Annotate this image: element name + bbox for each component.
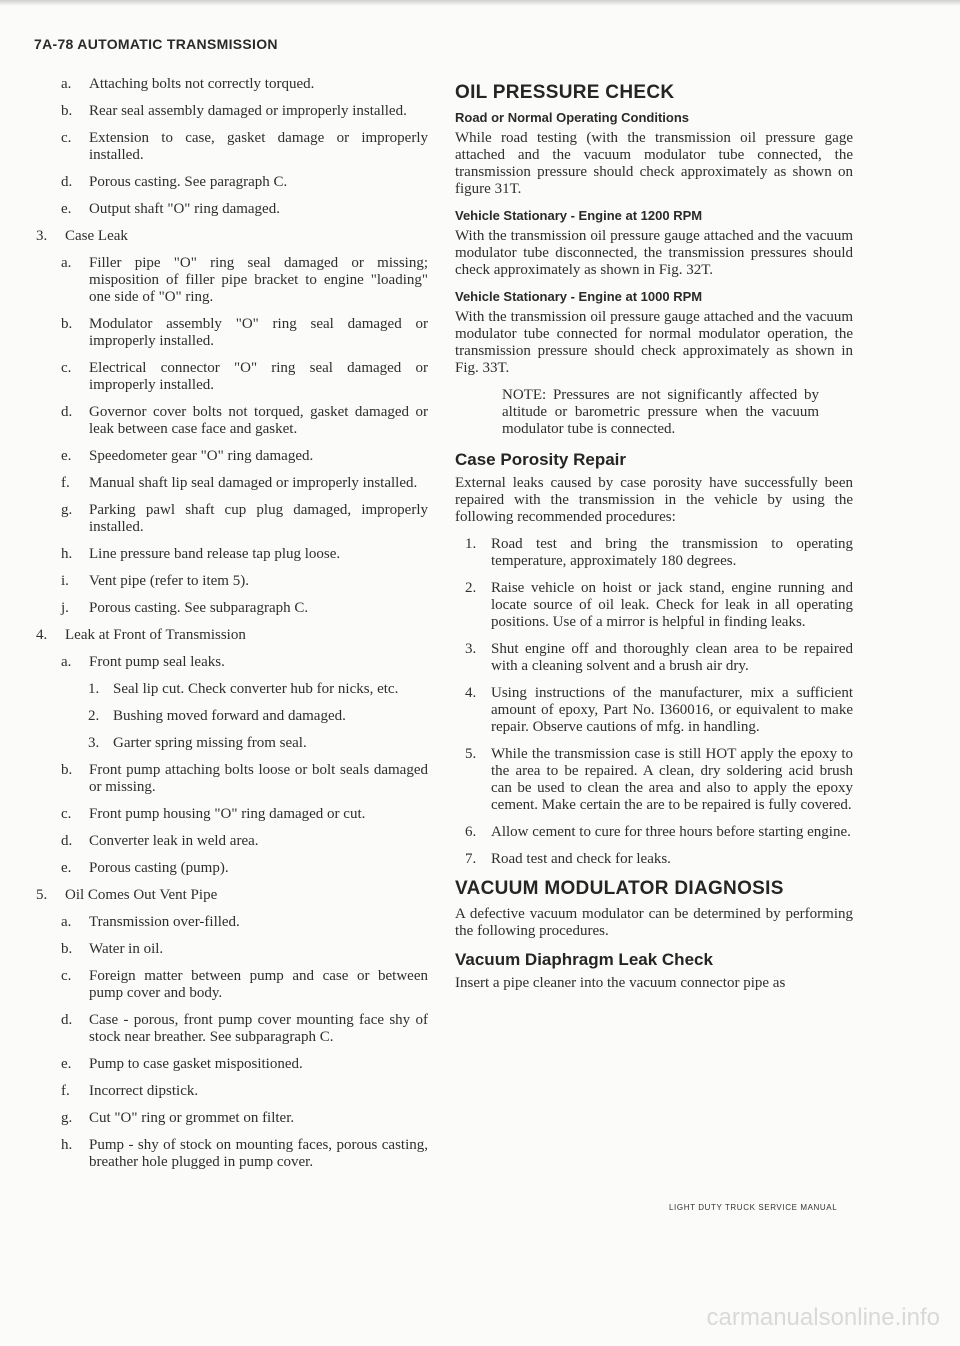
item-marker: c. bbox=[61, 130, 72, 146]
item-marker: e. bbox=[61, 860, 72, 876]
item-text: Electrical connector "O" ring seal damaged or improperly installed. bbox=[89, 360, 428, 393]
porosity-steps bbox=[455, 536, 853, 868]
list-item bbox=[36, 546, 428, 563]
item-marker: i. bbox=[61, 573, 69, 589]
step-text: Shut engine off and thoroughly clean area to be repaired with a cleaning solvent and a brush air dry. bbox=[491, 641, 853, 674]
stationary-1000-heading: Vehicle Stationary - Engine at 1000 RPM bbox=[455, 289, 703, 304]
step-text: Allow cement to cure for three hours before starting engine. bbox=[491, 824, 851, 840]
item-text: Modulator assembly "O" ring seal damaged or improperly installed. bbox=[89, 316, 428, 349]
stationary-1200-heading: Vehicle Stationary - Engine at 1200 RPM bbox=[455, 208, 703, 223]
item-marker: c. bbox=[61, 968, 72, 984]
list-item bbox=[36, 360, 428, 394]
item-marker: b. bbox=[61, 103, 73, 119]
item-text: Rear seal assembly damaged or improperly installed. bbox=[89, 103, 407, 119]
vacuum-diaphragm-leak-heading: Vacuum Diaphragm Leak Check bbox=[455, 950, 713, 969]
list-item bbox=[36, 600, 428, 617]
item-text: Line pressure band release tap plug loose. bbox=[89, 546, 341, 562]
item-marker: f. bbox=[61, 475, 70, 491]
list-heading-item bbox=[36, 228, 428, 245]
list-heading-item bbox=[36, 627, 428, 644]
item-marker: h. bbox=[61, 1137, 73, 1153]
list-item bbox=[36, 941, 428, 958]
item-text: Front pump attaching bolts loose or bolt seals damaged or missing. bbox=[89, 762, 428, 795]
pressure-note: NOTE: Pressures are not significantly affected by altitude or barometric pressure when the vacuum modulator tube is connected. bbox=[502, 387, 819, 437]
right-column bbox=[455, 76, 853, 1002]
page-header: 7A-78 AUTOMATIC TRANSMISSION bbox=[34, 36, 278, 52]
item-text: Front pump housing "O" ring damaged or cut. bbox=[89, 806, 366, 822]
list-item bbox=[36, 573, 428, 590]
item-text: Governor cover bolts not torqued, gasket damaged or leak between case face and gasket. bbox=[89, 404, 428, 437]
step-marker: 4. bbox=[465, 685, 477, 701]
item-text: Water in oil. bbox=[89, 941, 164, 957]
item-text: Parking pawl shaft cup plug damaged, improperly installed. bbox=[89, 502, 428, 535]
step-text: While the transmission case is still HOT apply the epoxy to the area to be repaired. A clean, dry soldering acid brush can be used to clean the area and also to apply the epoxy cement. Make certain the are to be repaired is fully covered. bbox=[491, 746, 853, 813]
step-item bbox=[455, 536, 853, 570]
list-heading-item bbox=[36, 887, 428, 904]
list-item bbox=[36, 1083, 428, 1100]
list-item bbox=[36, 502, 428, 536]
item-marker: 2. bbox=[88, 708, 100, 724]
left-column bbox=[36, 76, 428, 1181]
step-marker: 1. bbox=[465, 536, 477, 552]
list-item bbox=[36, 1056, 428, 1073]
item-text: Transmission over-filled. bbox=[89, 914, 240, 930]
step-text: Road test and check for leaks. bbox=[491, 851, 671, 867]
item-text: Output shaft "O" ring damaged. bbox=[89, 201, 280, 217]
list-item bbox=[36, 76, 428, 93]
step-item bbox=[455, 641, 853, 675]
item-text: Vent pipe (refer to item 5). bbox=[89, 573, 249, 589]
list-item bbox=[36, 914, 428, 931]
item-text: Pump to case gasket mispositioned. bbox=[89, 1056, 303, 1072]
item-text: Extension to case, gasket damage or improperly installed. bbox=[89, 130, 428, 163]
list-item bbox=[36, 806, 428, 823]
step-item bbox=[455, 824, 853, 841]
list-item bbox=[36, 654, 428, 671]
step-item bbox=[455, 851, 853, 868]
item-marker: a. bbox=[61, 654, 72, 670]
stationary-1000-text: With the transmission oil pressure gauge attached and the vacuum modulator tube connected for normal modulator operation, the transmission pressure should check approximately as shown in Fig. 33T. bbox=[455, 309, 853, 376]
item-marker: c. bbox=[61, 360, 72, 376]
item-marker: d. bbox=[61, 404, 73, 420]
item-marker: d. bbox=[61, 174, 73, 190]
item-marker: e. bbox=[61, 448, 72, 464]
item-text: Cut "O" ring or grommet on filter. bbox=[89, 1110, 295, 1126]
item-text: Leak at Front of Transmission bbox=[65, 627, 246, 643]
item-marker: h. bbox=[61, 546, 73, 562]
item-marker: 5. bbox=[36, 887, 48, 903]
item-marker: g. bbox=[61, 502, 73, 518]
item-text: Bushing moved forward and damaged. bbox=[113, 708, 346, 724]
list-item bbox=[36, 201, 428, 218]
list-item bbox=[36, 255, 428, 306]
list-item bbox=[36, 968, 428, 1002]
item-text: Foreign matter between pump and case or between pump cover and body. bbox=[89, 968, 428, 1001]
page-footer: LIGHT DUTY TRUCK SERVICE MANUAL bbox=[669, 1203, 838, 1212]
item-marker: g. bbox=[61, 1110, 73, 1126]
item-marker: d. bbox=[61, 833, 73, 849]
item-text: Oil Comes Out Vent Pipe bbox=[65, 887, 218, 903]
item-marker: b. bbox=[61, 316, 73, 332]
item-marker: 1. bbox=[88, 681, 100, 697]
item-text: Incorrect dipstick. bbox=[89, 1083, 199, 1099]
item-text: Attaching bolts not correctly torqued. bbox=[89, 76, 315, 92]
vacuum-modulator-diagnosis-heading: VACUUM MODULATOR DIAGNOSIS bbox=[455, 878, 784, 899]
list-item bbox=[36, 1012, 428, 1046]
list-item bbox=[36, 475, 428, 492]
item-marker: e. bbox=[61, 201, 72, 217]
list-item bbox=[36, 448, 428, 465]
item-text: Garter spring missing from seal. bbox=[113, 735, 307, 751]
step-marker: 3. bbox=[465, 641, 477, 657]
list-item bbox=[36, 130, 428, 164]
list-item bbox=[36, 833, 428, 850]
top-rule bbox=[0, 0, 960, 5]
step-marker: 5. bbox=[465, 746, 477, 762]
item-marker: c. bbox=[61, 806, 72, 822]
list-item bbox=[36, 174, 428, 191]
item-text: Porous casting. See paragraph C. bbox=[89, 174, 288, 190]
case-porosity-heading: Case Porosity Repair bbox=[455, 450, 627, 469]
item-text: Porous casting (pump). bbox=[89, 860, 229, 876]
road-conditions-text: While road testing (with the transmission oil pressure gage attached and the vacuum modulator tube connected, the transmission pressure should check approximately as shown on figure 31T. bbox=[455, 130, 853, 197]
sub-list-item bbox=[36, 708, 428, 725]
item-text: Case - porous, front pump cover mounting face shy of stock near breather. See subparagraph C. bbox=[89, 1012, 428, 1045]
list-item bbox=[36, 762, 428, 796]
sub-list-item bbox=[36, 735, 428, 752]
item-marker: a. bbox=[61, 76, 72, 92]
item-text: Seal lip cut. Check converter hub for nicks, etc. bbox=[113, 681, 399, 697]
item-text: Filler pipe "O" ring seal damaged or missing; misposition of filler pipe bracket to engine "loading" one side of "O" ring. bbox=[89, 255, 428, 305]
list-item bbox=[36, 103, 428, 120]
step-text: Using instructions of the manufacturer, mix a sufficient amount of epoxy, Part No. I360016, or equivalent to make repair. Observe cautions of mfg. in handling. bbox=[491, 685, 853, 735]
watermark: carmanualsonline.info bbox=[706, 1304, 940, 1331]
item-text: Case Leak bbox=[65, 228, 128, 244]
list-item bbox=[36, 1110, 428, 1127]
item-marker: a. bbox=[61, 914, 72, 930]
step-text: Raise vehicle on hoist or jack stand, engine running and locate source of oil leak. Check for leak in all operating positions. Use of a mirror is helpful in finding leaks. bbox=[491, 580, 853, 630]
item-marker: b. bbox=[61, 762, 73, 778]
item-marker: 4. bbox=[36, 627, 48, 643]
item-marker: d. bbox=[61, 1012, 73, 1028]
item-text: Front pump seal leaks. bbox=[89, 654, 225, 670]
item-text: Pump - shy of stock on mounting faces, porous casting, breather hole plugged in pump cover. bbox=[89, 1137, 428, 1170]
item-text: Manual shaft lip seal damaged or improperly installed. bbox=[89, 475, 418, 491]
item-text: Porous casting. See subparagraph C. bbox=[89, 600, 309, 616]
case-porosity-text: External leaks caused by case porosity have successfully been repaired with the transmission in the vehicle by using the following recommended procedures: bbox=[455, 475, 853, 525]
item-marker: 3. bbox=[36, 228, 48, 244]
step-item bbox=[455, 580, 853, 631]
step-item bbox=[455, 685, 853, 736]
stationary-1200-text: With the transmission oil pressure gauge attached and the vacuum modulator tube disconnected, the transmission pressures should check approximately as shown in Fig. 32T. bbox=[455, 228, 853, 278]
list-item bbox=[36, 1137, 428, 1171]
oil-pressure-check-heading: OIL PRESSURE CHECK bbox=[455, 82, 675, 103]
list-item bbox=[36, 316, 428, 350]
vacuum-modulator-diagnosis-text: A defective vacuum modulator can be determined by performing the following procedures. bbox=[455, 906, 853, 939]
item-marker: b. bbox=[61, 941, 73, 957]
step-marker: 7. bbox=[465, 851, 477, 867]
item-marker: e. bbox=[61, 1056, 72, 1072]
step-marker: 6. bbox=[465, 824, 477, 840]
item-marker: j. bbox=[61, 600, 69, 616]
list-item bbox=[36, 404, 428, 438]
sub-list-item bbox=[36, 681, 428, 698]
item-marker: 3. bbox=[88, 735, 100, 751]
list-item bbox=[36, 860, 428, 877]
item-marker: a. bbox=[61, 255, 72, 271]
step-text: Road test and bring the transmission to operating temperature, approximately 180 degrees. bbox=[491, 536, 853, 569]
vacuum-diaphragm-leak-text: Insert a pipe cleaner into the vacuum connector pipe as bbox=[455, 975, 786, 991]
step-marker: 2. bbox=[465, 580, 477, 596]
item-text: Speedometer gear "O" ring damaged. bbox=[89, 448, 314, 464]
item-text: Converter leak in weld area. bbox=[89, 833, 259, 849]
step-item bbox=[455, 746, 853, 814]
item-marker: f. bbox=[61, 1083, 70, 1099]
road-conditions-heading: Road or Normal Operating Conditions bbox=[455, 110, 690, 125]
